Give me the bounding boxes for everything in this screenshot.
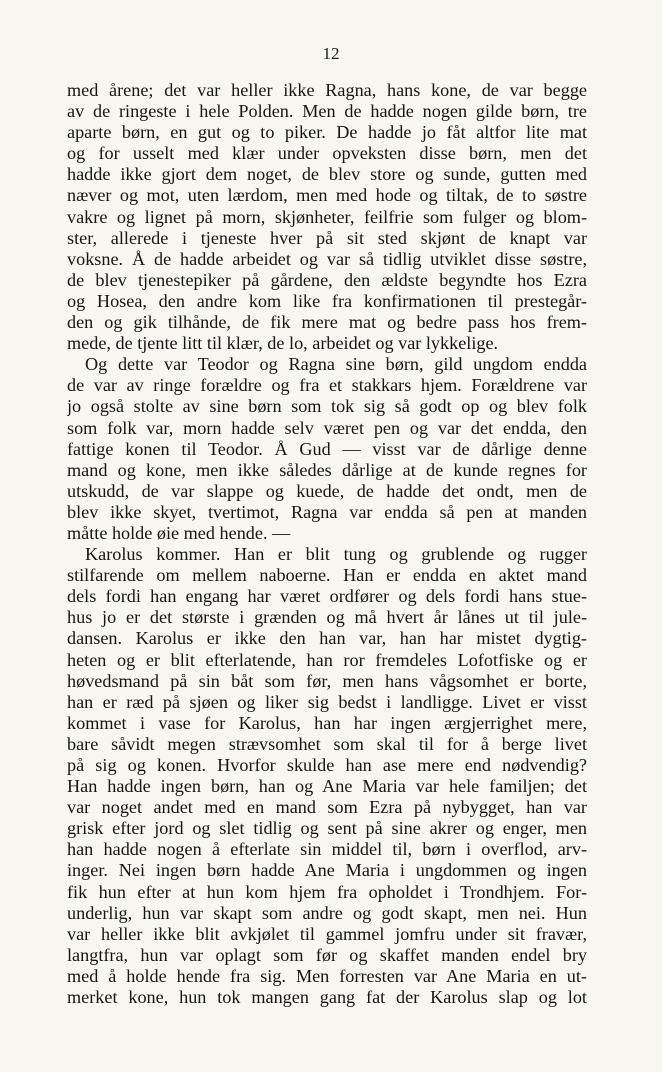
text-line: blev ikke skyet, tvertimot, Ragna var endda så pen at manden (67, 501, 587, 522)
text-line: voksne. Å de hadde arbeidet og var så tidlig utviklet disse søstre, (67, 248, 587, 269)
text-line: og for usselt med klær under opveksten disse børn, men det (67, 143, 587, 164)
page-number: 12 (322, 44, 340, 63)
text-line: var heller ikke blit avkjølet til gammel jomfru under sit fravær, (67, 923, 587, 944)
text-line: av de ringeste i hele Polden. Men de hadde nogen gilde børn, tre (67, 101, 587, 122)
text-line: aparte børn, en gut og to piker. De hadde jo fåt altfor lite mat (67, 122, 587, 143)
text-line: og Hosea, den andre kom like fra konfirmationen til prestegår- (67, 290, 587, 311)
text-line: Karolus kommer. Han er blit tung og grublende og rugger (85, 544, 587, 565)
text-line: kommet i vase for Karolus, han har ingen ærgjerrighet mere, (67, 712, 587, 733)
text-line: de var av ringe forældre og fra et stakkars hjem. Forældrene var (67, 375, 587, 396)
text-line: Han hadde ingen børn, han og Ane Maria var hele familjen; det (67, 776, 587, 797)
text-line: langtfra, hun var oplagt som før og skaffet manden endel bry (67, 944, 587, 965)
text-line: vakre og lignet på morn, skjønheter, feilfrie som fulger og blom- (67, 206, 587, 227)
text-line: merket kone, hun tok mangen gang fat der Karolus slap og lot (67, 987, 587, 1008)
text-line: med årene; det var heller ikke Ragna, hans kone, de var begge (67, 80, 587, 100)
text-line: dels fordi han engang har været ordfører og dels fordi hans stue- (67, 586, 587, 607)
text-line: på sig og konen. Hvorfor skulde han ase mere end nødvendig? (67, 755, 587, 775)
text-line: var noget andet med en mand som Ezra på nybygget, han var (67, 797, 587, 818)
body-text (67, 80, 587, 1008)
text-line: underlig, hun var skapt som andre og godt skapt, men nei. Hun (67, 902, 587, 923)
text-line: fik hun efter at hun kom hjem fra opholdet i Trondhjem. For- (67, 881, 587, 902)
text-line: dansen. Karolus er ikke den han var, han har mistet dygtig- (67, 628, 587, 649)
text-line: grisk efter jord og slet tidlig og sent på sine akrer og enger, men (67, 818, 587, 839)
text-line: måtte holde øie med hende. — (67, 522, 291, 543)
text-line: Og dette var Teodor og Ragna sine børn, gild ungdom endda (85, 354, 587, 375)
text-line: næver og mot, uten lærdom, men med hode og tiltak, de to søstre (67, 185, 587, 206)
text-line: de blev tjenestepiker på gårdene, den ældste begyndte hos Ezra (67, 269, 587, 290)
text-line: som folk var, morn hadde selv været pen og var det endda, den (67, 417, 587, 438)
text-line: stilfarende om mellem naboerne. Han er endda en aktet mand (67, 565, 587, 586)
text-line: ster, allerede i tjeneste hver på sit sted skjønt de knapt var (67, 227, 587, 248)
text-line: den og gik tilhånde, de fik mere mat og bedre pass hos frem- (67, 312, 587, 333)
text-line: høvedsmand på sin båt som før, men hans vågsomhet er borte, (67, 670, 587, 691)
text-line: fattige konen til Teodor. Å Gud — visst var de dårlige denne (67, 438, 587, 459)
text-line: han hadde nogen å efterlate sin middel til, børn i overflod, arv- (67, 839, 587, 860)
text-line: inger. Nei ingen børn hadde Ane Maria i ungdommen og ingen (67, 860, 587, 881)
text-line: utskudd, de var slappe og kuede, de hadde det ondt, men de (67, 480, 587, 501)
text-line: mand og kone, men ikke således dårlige at de kunde regnes for (67, 459, 587, 480)
text-line: hus jo er det største i grænden og må hvert år lånes ut til jule- (67, 607, 587, 628)
text-line: han er ræd på sjøen og liker sig bedst i landligge. Livet er visst (67, 691, 587, 712)
text-line: jo også stolte av sine børn som tok sig så godt op og blev folk (67, 396, 587, 417)
text-line: hadde ikke gjort dem noget, de blev store og sunde, gutten med (67, 164, 587, 185)
text-line: heten og er blit efterlatende, han ror fremdeles Lofotfiske og er (67, 649, 587, 670)
text-line: med å holde hende fra sig. Men forresten var Ane Maria en ut- (67, 965, 587, 986)
text-line: mede, de tjente litt til klær, de lo, arbeidet og var lykkelige. (67, 333, 499, 354)
text-line: bare såvidt megen strævsomhet som skal til for å berge livet (67, 733, 587, 754)
